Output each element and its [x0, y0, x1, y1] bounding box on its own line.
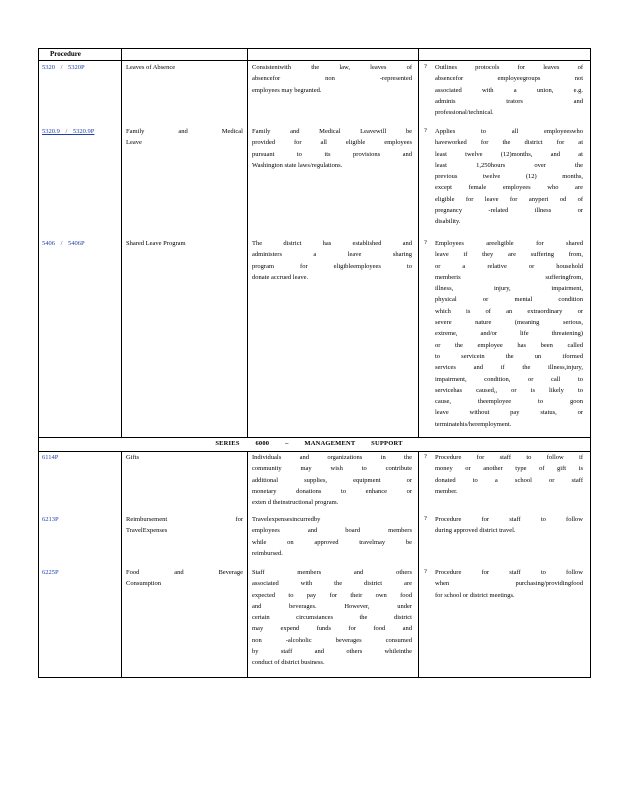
policy-title-line: Reimbursement for	[126, 516, 243, 523]
policy-title-line: TravelExpenses	[126, 527, 168, 535]
procedure-summary-line: which is of an extraordinary or	[435, 307, 583, 315]
header-procedure: Procedure	[50, 50, 81, 58]
policy-title-line: Food and Beverage	[126, 569, 243, 576]
col-divider-1b	[121, 451, 122, 678]
policy-description-line: while on approved travelmay be	[252, 538, 412, 546]
procedure-summary-line: professional/technical.	[435, 109, 494, 117]
procedure-summary-line: previous twelve (12) months,	[435, 173, 583, 181]
procedure-summary	[435, 452, 583, 497]
policy-title-line: Leaves of Absence	[126, 64, 176, 71]
procedure-summary-line: Procedure for staff to follow if	[435, 454, 583, 461]
procedure-summary-line: donated to a school or staff	[435, 476, 583, 484]
policy-code-link[interactable]: 6213P	[42, 516, 59, 523]
procedure-summary-line: Employees areeligible for shared	[435, 240, 583, 247]
procedure-summary-line: pregnancy -related illness or	[435, 207, 583, 215]
procedure-summary-line: impairment, condition, or call to	[435, 375, 583, 383]
policy-description	[252, 514, 412, 559]
policy-description	[252, 238, 412, 283]
bullet-icon: ?	[424, 63, 427, 70]
procedure-summary-line: haveworked for the district for at	[435, 139, 583, 147]
policy-description-line: Travelexpensesincurredby	[252, 516, 321, 523]
policy-title-line: Family and Medical	[126, 128, 243, 135]
policy-description	[252, 567, 412, 669]
procedure-summary	[435, 238, 583, 430]
policy-description-line: pursuant to its provisions and	[252, 150, 412, 158]
policy-description-line: monetary donations to enhance or	[252, 487, 412, 495]
policy-description-line: donate accrued leave.	[252, 273, 309, 281]
col-divider-4	[590, 48, 591, 678]
policy-code-link[interactable]: 5320.9 / 5320.9P	[42, 128, 95, 135]
procedure-summary-line: member.	[435, 487, 458, 495]
policy-description-line: associated with the district are	[252, 580, 412, 588]
policy-description-line: The district has established and	[252, 240, 412, 247]
policy-description-line: by staff and others whileinthe	[252, 648, 412, 656]
policy-code-link[interactable]: 6225P	[42, 569, 59, 576]
procedure-summary-line: associated with a union, e.g.	[435, 86, 583, 94]
procedure-summary-line: services and if the illness,injury,	[435, 364, 583, 372]
procedure-summary-line: to servicein the un iformed	[435, 352, 583, 360]
bullet-icon: ?	[424, 127, 427, 134]
procedure-summary-line: servicehas caused,, or is likely to	[435, 386, 583, 394]
policy-title	[126, 238, 243, 249]
procedure-summary	[435, 62, 583, 118]
policy-description-line: reimbursed.	[252, 549, 283, 557]
policy-description-line: employees may begranted.	[252, 86, 322, 94]
policy-description	[252, 126, 412, 171]
procedure-summary-line: cause, theemployee to goon	[435, 398, 583, 406]
procedure-summary-line: or a relative or household	[435, 262, 583, 270]
procedure-summary-line: illness, injury, impairment,	[435, 285, 583, 293]
policy-title-line: Gifts	[126, 454, 139, 461]
policy-description-line: certain circumstances the district	[252, 614, 412, 622]
procedure-summary-line: except female employees who are	[435, 184, 583, 192]
bullet-icon: ?	[424, 515, 427, 522]
policy-title-line: Consumption	[126, 580, 162, 588]
policy-description-line: non -alcoholic beverages consumed	[252, 636, 412, 644]
col-divider-1	[121, 48, 122, 438]
policy-description-line: community may wish to contribute	[252, 465, 412, 473]
policy-description-line: absencefor non -represented	[252, 75, 412, 83]
policy-description-line: conduct of district business.	[252, 659, 325, 667]
policy-title	[126, 62, 243, 73]
procedure-summary-line: for school or district meetings.	[435, 591, 515, 599]
policy-title-line: Shared Leave Program	[126, 240, 186, 247]
col-divider-3	[418, 48, 419, 438]
policy-description-line: exten d theinstructional program.	[252, 499, 339, 507]
procedure-summary-line: terminatehis/heremployment.	[435, 420, 512, 428]
bullet-icon: ?	[424, 239, 427, 246]
policy-description-line: Staff members and others	[252, 569, 412, 576]
procedure-summary-line: severe nature (meaning serious,	[435, 319, 583, 327]
policy-description-line: Consistentwith the law, leaves of	[252, 64, 412, 71]
procedure-summary-line: leave without pay status, or	[435, 409, 583, 417]
procedure-summary-line: Applies to all employeeswho	[435, 128, 583, 135]
policy-description-line: Family and Medical Leavewill be	[252, 128, 412, 135]
procedure-summary-line: extreme, and/or life threatening)	[435, 330, 583, 338]
policy-description-line: Washington state laws/regulations.	[252, 161, 343, 169]
bullet-icon: ?	[424, 453, 427, 460]
bullet-icon: ?	[424, 568, 427, 575]
procedure-summary	[435, 126, 583, 228]
procedure-summary-line: absencefor employeegroups not	[435, 75, 583, 83]
policy-title-line: Leave	[126, 139, 142, 147]
policy-title	[126, 514, 243, 537]
procedure-summary-line: when purchasing/providingfood	[435, 580, 583, 588]
policy-description-line: may expend funds for food and	[252, 625, 412, 633]
procedure-summary-line: leave if they are suffering from,	[435, 251, 583, 259]
col-divider-2b	[247, 451, 248, 678]
policy-description-line: administers a leave sharing	[252, 251, 412, 259]
policy-description-line: program for eligibleemployees to	[252, 262, 412, 270]
procedure-summary-line: least twelve (12)months, and at	[435, 150, 583, 158]
policy-description-line: and beverages. However, under	[252, 602, 412, 610]
policy-description-line: Individuals and organizations in the	[252, 454, 412, 461]
series-heading: SERIES 6000 – MANAGEMENT SUPPORT	[215, 440, 403, 447]
policy-title	[126, 567, 243, 590]
procedure-summary-line: memberis sufferingfrom,	[435, 273, 583, 281]
col-divider-2	[247, 48, 248, 438]
procedure-summary-line: or the employee has been called	[435, 341, 583, 349]
procedure-summary-line: during approved district travel.	[435, 527, 516, 535]
policy-code-link[interactable]: 5320 / 5320P	[42, 64, 85, 71]
procedure-summary-line: money or another type of gift is	[435, 465, 583, 473]
policy-title	[126, 452, 243, 463]
procedure-summary-line: physical or mental condition	[435, 296, 583, 304]
procedure-summary	[435, 567, 583, 601]
policy-description	[252, 62, 412, 96]
policy-description-line: employees and board members	[252, 527, 412, 535]
procedure-summary-line: adminis trators and	[435, 97, 583, 105]
policy-code-link[interactable]: 5406 / 5406P	[42, 240, 85, 247]
procedure-summary-line: eligible for leave for anyperi od of	[435, 195, 583, 203]
procedure-summary-line: least 1,250hours over the	[435, 161, 583, 169]
procedure-summary	[435, 514, 583, 537]
procedure-summary-line: Procedure for staff to follow	[435, 516, 583, 523]
policy-description-line: provided for all eligible employees	[252, 139, 412, 147]
policy-description	[252, 452, 412, 508]
policy-code-link[interactable]: 6114P	[42, 454, 59, 461]
procedure-summary-line: Procedure for staff to follow	[435, 569, 583, 576]
procedure-summary-line: disability.	[435, 218, 461, 226]
col-divider-0	[38, 48, 39, 678]
policy-title	[126, 126, 243, 149]
policy-description-line: additional supplies, equipment or	[252, 476, 412, 484]
policy-description-line: expected to pay for their own food	[252, 591, 412, 599]
col-divider-3b	[418, 451, 419, 678]
procedure-summary-line: Outlines protocols for leaves of	[435, 64, 583, 71]
